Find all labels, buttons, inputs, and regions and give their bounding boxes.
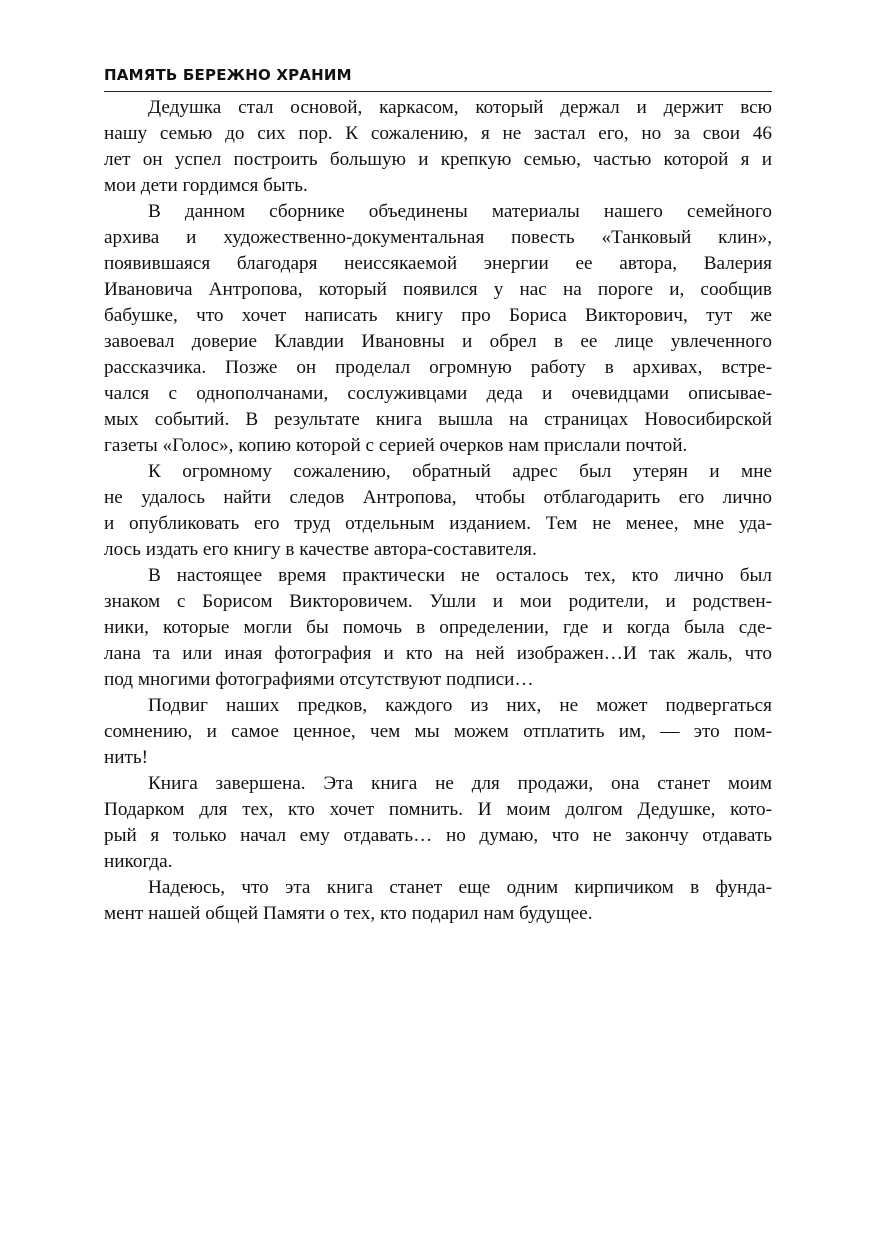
paragraph: [104, 693, 772, 771]
text-line: чался с однополчанами, сослуживцами деда и очевидцами описывае-: [104, 383, 772, 404]
text-line: Подарком для тех, кто хочет помнить. И моим долгом Дедушке, кото-: [104, 799, 772, 820]
text-line: Книга завершена. Эта книга не для продажи, она станет моим: [148, 773, 772, 794]
text-line: рый я только начал ему отдавать… но думаю, что не закончу отдавать: [104, 825, 772, 846]
text-line: нить!: [104, 747, 149, 768]
text-line: и опубликовать его труд отдельным изданием. Тем не менее, мне уда-: [104, 513, 772, 534]
text-line: рассказчика. Позже он проделал огромную работу в архивах, встре-: [104, 357, 772, 378]
text-line: В данном сборнике объединены материалы нашего семейного: [148, 201, 772, 222]
text-line: знаком с Борисом Викторовичем. Ушли и мои родители, и родствен-: [104, 591, 772, 612]
text-line: под многими фотографиями отсутствуют подписи…: [104, 669, 534, 690]
text-line: архива и художественно-документальная повесть «Танковый клин»,: [104, 227, 772, 248]
text-line: Надеюсь, что эта книга станет еще одним кирпичиком в фунда-: [148, 877, 772, 898]
text-line: газеты «Голос», копию которой с серией очерков нам прислали почтой.: [104, 435, 688, 456]
text-line: завоевал доверие Клавдии Ивановны и обрел в ее лице увлеченного: [104, 331, 772, 352]
text-line: мых событий. В результате книга вышла на страницах Новосибирской: [104, 409, 772, 430]
text-line: мент нашей общей Памяти о тех, кто подарил нам будущее.: [104, 903, 593, 924]
paragraph: [104, 459, 772, 563]
text-line: Ивановича Антропова, который появился у нас на пороге и, сообщив: [104, 279, 772, 300]
text-line: ники, которые могли бы помочь в определении, где и когда была сде-: [104, 617, 772, 638]
text-line: Подвиг наших предков, каждого из них, не может подвергаться: [148, 695, 772, 716]
text-line: мои дети гордимся быть.: [104, 175, 308, 196]
text-line: бабушке, что хочет написать книгу про Бориса Викторович, тут же: [104, 305, 772, 326]
running-head: ПАМЯТЬ БЕРЕЖНО ХРАНИМ: [104, 62, 772, 92]
text-line: появившаяся благодаря неиссякаемой энергии ее автора, Валерия: [104, 253, 772, 274]
paragraph: [104, 771, 772, 875]
paragraph: [104, 875, 772, 927]
body-text: [104, 95, 772, 927]
text-line: не удалось найти следов Антропова, чтобы отблагодарить его лично: [104, 487, 772, 508]
text-line: лана та или иная фотография и кто на ней изображен…И так жаль, что: [104, 643, 772, 664]
text-line: Дедушка стал основой, каркасом, который держал и держит всю: [148, 97, 772, 118]
paragraph: [104, 95, 772, 199]
paragraph: [104, 563, 772, 693]
paragraph: [104, 199, 772, 459]
text-line: нашу семью до сих пор. К сожалению, я не застал его, но за свои 46: [104, 123, 772, 144]
text-line: К огромному сожалению, обратный адрес был утерян и мне: [148, 461, 772, 482]
text-line: лось издать его книгу в качестве автора-составителя.: [104, 539, 537, 560]
text-line: лет он успел построить большую и крепкую семью, частью которой я и: [104, 149, 772, 170]
text-line: никогда.: [104, 851, 173, 872]
text-line: В настоящее время практически не осталось тех, кто лично был: [148, 565, 772, 586]
text-line: сомнению, и самое ценное, чем мы можем отплатить им, — это пом-: [104, 721, 772, 742]
page: [104, 62, 772, 927]
